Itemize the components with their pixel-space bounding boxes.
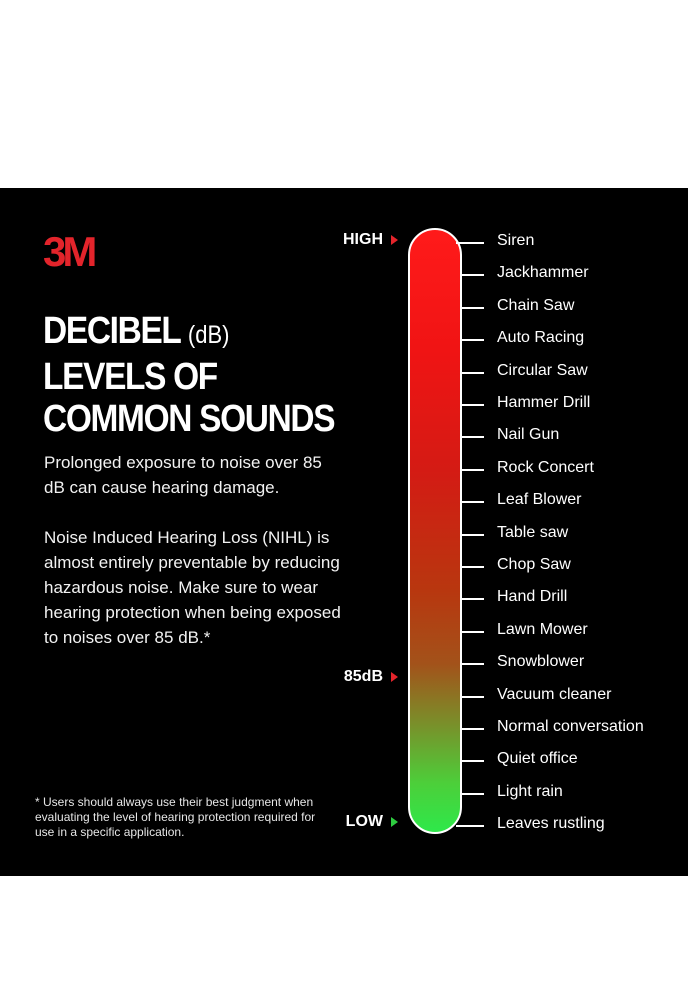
sound-label: Nail Gun — [497, 426, 560, 444]
title-line3: COMMON SOUNDS — [43, 398, 335, 440]
sound-label: Light rain — [497, 782, 563, 800]
svg-text:3M: 3M — [43, 233, 94, 269]
sound-label: Leaf Blower — [497, 491, 582, 509]
scale-tick — [462, 436, 484, 438]
sound-label: Circular Saw — [497, 361, 588, 379]
threshold-marker — [344, 668, 398, 686]
threshold-label: 85dB — [343, 668, 383, 685]
scale-tick — [462, 631, 484, 633]
low-label: LOW — [345, 813, 383, 830]
sound-label: Hammer Drill — [497, 394, 591, 411]
scale-tick — [462, 598, 484, 600]
scale-tick — [462, 760, 484, 762]
intro-paragraph: Prolonged exposure to noise over 85 dB can cause hearing damage. — [44, 453, 322, 497]
sound-label: Auto Racing — [497, 329, 585, 347]
low-marker — [346, 813, 398, 831]
sound-label: Chop Saw — [497, 556, 571, 573]
scale-tick — [462, 696, 484, 698]
scale-tick — [462, 372, 484, 374]
scale-tick — [462, 339, 484, 341]
page-title — [43, 310, 334, 440]
title-unit: (dB) — [187, 321, 230, 349]
sound-label: Normal conversation — [497, 718, 644, 735]
sound-label: Vacuum cleaner — [497, 685, 612, 703]
scale-tick — [462, 307, 484, 309]
sound-label: Chain Saw — [497, 296, 575, 314]
sound-label: Rock Concert — [497, 458, 594, 476]
scale-tick — [456, 242, 484, 244]
infographic-panel — [0, 188, 688, 876]
title-line1: DECIBEL — [43, 310, 180, 352]
scale-tick — [462, 404, 484, 406]
scale-tick — [462, 566, 484, 568]
high-marker — [343, 231, 398, 249]
scale-tick — [462, 274, 484, 276]
scale-tick — [462, 728, 484, 730]
sound-label: Snowblower — [497, 653, 585, 671]
scale-tick — [462, 469, 484, 471]
scale-tick — [462, 793, 484, 795]
scale-tick — [456, 825, 484, 827]
title-line2: LEVELS OF — [43, 356, 217, 398]
sound-label: Lawn Mower — [497, 620, 588, 638]
sound-label: Siren — [497, 232, 535, 249]
sound-label: Table saw — [497, 523, 569, 541]
footnote: * Users should always use their best judgment when evaluating the level of hearing protection required for use in a specific application. — [35, 795, 316, 839]
scale-tick — [462, 663, 484, 665]
decibel-thermometer — [408, 228, 462, 834]
sound-label: Quiet office — [497, 750, 578, 768]
arrow-right-icon — [391, 817, 398, 827]
sound-label: Jackhammer — [497, 264, 589, 282]
scale-tick — [462, 501, 484, 503]
arrow-right-icon — [391, 672, 398, 682]
scale-tick — [462, 534, 484, 536]
arrow-right-icon — [391, 235, 398, 245]
sound-label: Hand Drill — [497, 588, 568, 606]
3m-logo — [43, 233, 113, 269]
scale-ticks — [462, 242, 502, 826]
nihl-paragraph: Noise Induced Hearing Loss (NIHL) is almost entirely preventable by reducing hazardous noise. Make sure to wear hearing protection when being exposed to noises over 85 dB.* — [44, 528, 341, 647]
high-label: HIGH — [343, 231, 383, 248]
sound-label: Leaves rustling — [497, 815, 605, 833]
